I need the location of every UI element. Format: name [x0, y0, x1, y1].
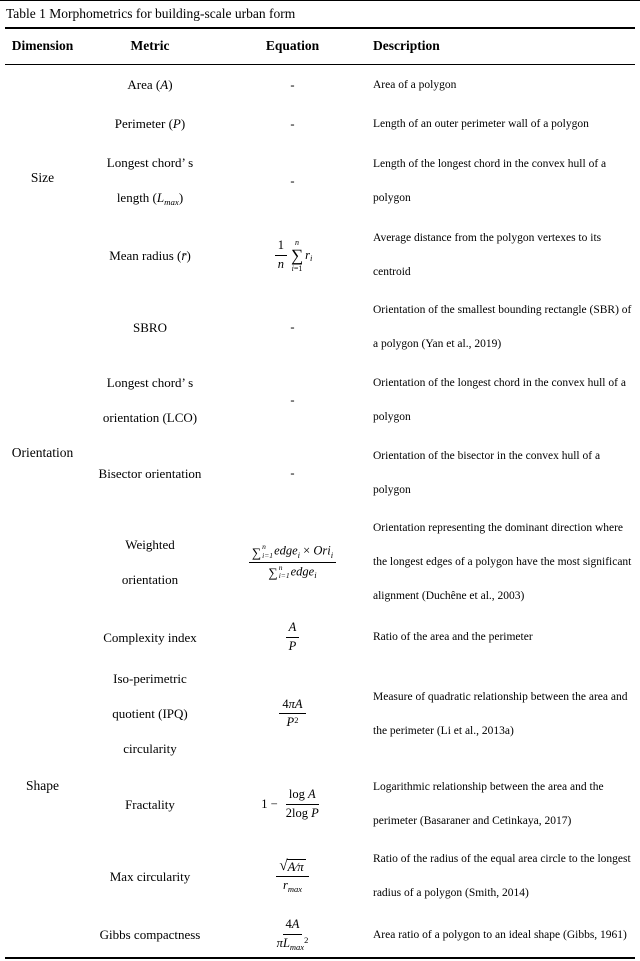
- metric-line: quotient (IPQ): [112, 706, 188, 722]
- metric-line: Longest chord’ s: [106, 375, 194, 391]
- header-dimension: Dimension: [5, 28, 80, 65]
- metric-cell: [80, 363, 220, 437]
- equation-cell: [220, 143, 365, 219]
- metric-cell: [80, 840, 220, 912]
- equation: $\frac{A}{P}$: [284, 617, 302, 657]
- metric-cell: [80, 659, 220, 768]
- equation: $\frac{4\pi A}{P^2}$: [277, 694, 307, 734]
- description-cell: Orientation representing the dominant direction where the longest edges of a polygon have the most significant alignment (Duchêne et al., 2003): [373, 522, 632, 603]
- equation-cell: [220, 291, 365, 363]
- equation-cell: [220, 363, 365, 437]
- equation: √ A∕π $r_{max}$: [274, 856, 310, 897]
- table-row: [5, 659, 635, 768]
- equation: -: [290, 466, 295, 481]
- table-row: [5, 768, 635, 840]
- metric-line: Bisector orientation: [98, 465, 202, 481]
- description-cell: Area of a polygon: [373, 78, 457, 91]
- metric-line: SBRO: [133, 319, 167, 335]
- equation-cell: [220, 509, 365, 615]
- table-row: [5, 912, 635, 957]
- metric-line: orientation (LCO): [102, 410, 198, 426]
- equation: -: [290, 174, 295, 189]
- equation: -: [290, 77, 295, 92]
- description-cell: Length of the longest chord in the convex hull of a polygon: [373, 158, 607, 205]
- metric-cell: [80, 509, 220, 615]
- metric-line: Gibbs compactness: [99, 927, 201, 943]
- metric-line: Longest chord’ s: [106, 155, 194, 171]
- description-cell: Ratio of the radius of the equal area circle to the longest radius of a polygon (Smith, 2014): [373, 853, 631, 900]
- table-caption: Table 1 Morphometrics for building-scale urban form: [6, 6, 296, 21]
- dimension-cell-shape: Shape: [26, 777, 59, 793]
- equation-cell: [220, 615, 365, 659]
- dimension-cell-orientation: Orientation: [11, 445, 74, 461]
- header-equation: Equation: [220, 28, 365, 65]
- table-row: [5, 437, 635, 509]
- equation-cell: [220, 912, 365, 957]
- equation: ∑ n i=1 edge$_i$ × Ori$_i$ ∑ n i=1 edge$_i$: [247, 540, 338, 584]
- table-row: [5, 104, 635, 143]
- header-metric: Metric: [80, 28, 220, 65]
- equation: -: [290, 393, 295, 408]
- metric-cell: [80, 437, 220, 509]
- description-cell: Orientation of the smallest bounding rectangle (SBR) of a polygon (Yan et al., 2019): [373, 304, 632, 351]
- equation: $\frac{1}{n}$ n ∑ i=1 r i: [273, 235, 313, 275]
- metric-line: Iso-perimetric: [113, 671, 187, 687]
- metric-cell: [80, 65, 220, 105]
- metric-cell: [80, 143, 220, 219]
- equation-cell: [220, 840, 365, 912]
- equation: $\frac{4A}{\pi L_{max}^2}$: [276, 917, 309, 952]
- header-description: Description: [365, 28, 635, 65]
- description-cell: Ratio of the area and the perimeter: [373, 631, 533, 644]
- description-cell: Orientation of the longest chord in the convex hull of a polygon: [373, 377, 626, 424]
- equation: 1 − $\frac{\text{log A}}{\text{2log P}}$: [261, 787, 319, 820]
- description-cell: Logarithmic relationship between the area and the perimeter (Basaraner and Cetinkaya, 2017): [373, 781, 604, 828]
- equation: -: [290, 320, 295, 335]
- description-cell: Measure of quadratic relationship between the area and the perimeter (Li et al., 2013a): [373, 690, 628, 737]
- table-row: [5, 840, 635, 912]
- table-row: [5, 509, 635, 615]
- metric-line: circularity: [123, 741, 177, 757]
- table-row: [5, 219, 635, 291]
- metric-line: Fractality: [125, 796, 175, 812]
- table-row: [5, 291, 635, 363]
- metric-line: Complexity index: [103, 629, 197, 645]
- description-cell: Average distance from the polygon vertexes to its centroid: [373, 232, 602, 279]
- metric-line: Max circularity: [109, 868, 191, 884]
- equation-cell: [220, 65, 365, 105]
- metric-cell: [80, 291, 220, 363]
- description-cell: Orientation of the bisector in the convex hull of a polygon: [373, 450, 601, 497]
- table-row: [5, 615, 635, 659]
- metric-cell: [80, 104, 220, 143]
- metric-line: Perimeter (P): [114, 116, 186, 132]
- table-row: [5, 65, 635, 105]
- metric-line: Area (A): [127, 77, 173, 93]
- equation: -: [290, 116, 295, 131]
- metric-line: Mean radius (r̄): [109, 247, 191, 263]
- metric-line: Weighted: [125, 537, 175, 553]
- description-cell: Length of an outer perimeter wall of a polygon: [373, 117, 589, 130]
- header-row: [5, 28, 635, 65]
- metric-cell: [80, 615, 220, 659]
- metric-cell: [80, 219, 220, 291]
- equation-cell: [220, 219, 365, 291]
- table-row: [5, 143, 635, 219]
- metric-line: orientation: [121, 572, 179, 588]
- metric-cell: [80, 768, 220, 840]
- equation-cell: [220, 437, 365, 509]
- metric-cell: [80, 912, 220, 957]
- dimension-cell-size: Size: [30, 170, 55, 186]
- description-cell: Area ratio of a polygon to an ideal shape (Gibbs, 1961): [373, 928, 627, 941]
- metric-line: length $(L_{max})$: [116, 190, 184, 207]
- equation-cell: [220, 768, 365, 840]
- equation-cell: [220, 104, 365, 143]
- morphometrics-table: [5, 27, 635, 959]
- equation-cell: [220, 659, 365, 768]
- table-row: [5, 363, 635, 437]
